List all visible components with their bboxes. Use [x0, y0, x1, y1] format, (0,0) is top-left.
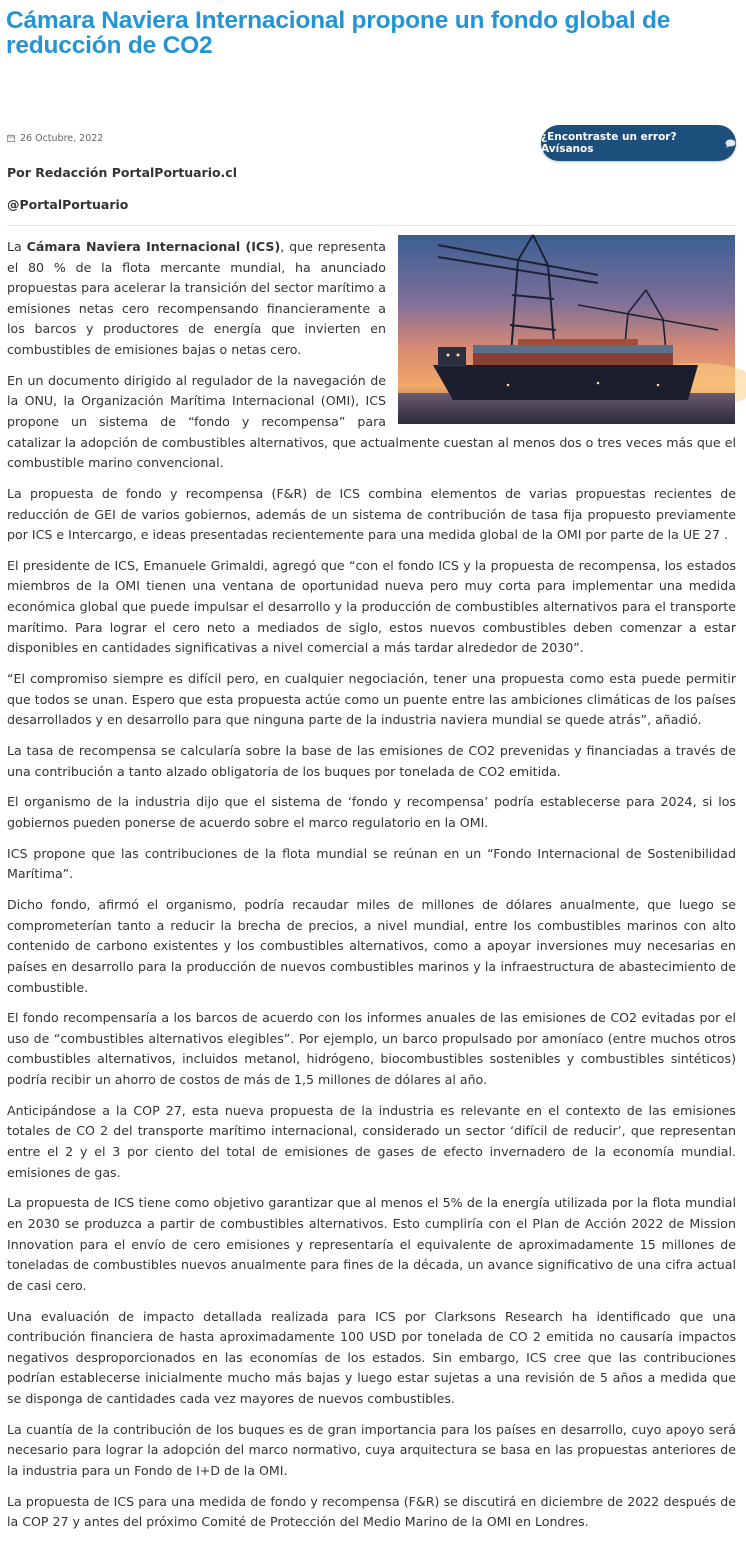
- article-paragraph: El fondo recompensaría a los barcos de acuerdo con los informes anuales de las emisiones de CO2 evitadas por el uso de “combustibles alternativos elegibles”. Por ejemplo, un barco propulsado por amoníaco (entre muchos otros combustibles alternativos, incluidos metanol, hidrógeno, biocombustibles sostenibles y combustibles sintéticos) podría recibir un ahorro de costos de más de 1,5 millones de dólares al año.: [7, 1010, 736, 1088]
- publish-date-text: 26 Octubre, 2022: [20, 132, 104, 144]
- article-paragraph: “El compromiso siempre es difícil pero, en cualquier negociación, tener una propuesta como esta puede permitir que todos se unan. Espero que esta propuesta actúe como un puente entre las ambiciones climáticas de los países desarrollados y en desarrollo para que ninguna parte de la industria naviera mundial se quede atrás”, añadió.: [7, 671, 736, 728]
- article-title: Cámara Naviera Internacional propone un fondo global de reducción de CO2: [6, 7, 671, 59]
- article-paragraph: Dicho fondo, afirmó el organismo, podría recaudar miles de millones de dólares anualmente, que luego se comprometerían tanto a reducir la brecha de precios, a nivel mundial, entre los combustibles marinos con alto contenido de carbono existentes y los combustibles alternativos, como a apoyar inversiones muy necesarias en países en desarrollo para la producción de nuevos combustibles marinos y la infraestructura de abastecimiento de combustible.: [7, 897, 736, 995]
- article-paragraph: Una evaluación de impacto detallada realizada para ICS por Clarksons Research ha identificado que una contribución financiera de hasta aproximadamente 100 USD por tonelada de CO 2 emitida no causaría impactos negativos desproporcionados en las economías de los estados. Sin embargo, ICS cree que las contribuciones podrían establecerse inicialmente mucho más bajas y luego estar sujetas a una revisión de 5 años a medida que se disponga de cantidades cada vez mayores de nuevos combustibles.: [7, 1308, 736, 1406]
- article-paragraph: La propuesta de ICS tiene como objetivo garantizar que al menos el 5% de la energía utilizada por la flota mundial en 2030 se produzca a partir de combustibles alternativos. Esto cumpliría con el Plan de Acción 2022 de Mission Innovation para el envío de cero emisiones y representaría el equivalente de aproximadamente 15 millones de toneladas de combustibles nuevos anualmente para fines de la década, un avance significativo de una cifra actual de casi cero.: [7, 1195, 736, 1293]
- article-paragraph: Anticipándose a la COP 27, esta nueva propuesta de la industria es relevante en el contexto de las emisiones totales de CO 2 del transporte marítimo internacional, considerado un sector ‘difícil de reducir’, que representan entre el 2 y el 3 por ciento del total de emisiones de gases de efecto invernadero de la economía mundial. emisiones de gas.: [7, 1102, 736, 1180]
- paragraph-intro-rest: , que representa el 80 % de la flota mercante mundial, ha anunciado propuestas para acelerar la transición del sector marítimo a emisiones netas cero recompensando financieramente a los barcos y productores de energía que invierten en combustibles de emisiones bajas o netas cero.: [7, 239, 386, 357]
- article-body: [7, 237, 736, 1543]
- organization-name: Cámara Naviera Internacional (ICS): [26, 239, 281, 254]
- report-error-button[interactable]: [541, 125, 736, 161]
- article-paragraph: El presidente de ICS, Emanuele Grimaldi, agregó que “con el fondo ICS y la propuesta de recompensa, los estados miembros de la OMI tienen una ventana de oportunidad nueva pero muy corta para implementar una medida económica global que puede impulsar el desarrollo y la producción de combustibles alternativos para el transporte marítimo. Para lograr el cero neto a mediados de siglo, estos nuevos combustibles deben comenzar a estar disponibles en cantidades significativas a nivel comercial a más tardar alrededor de 2030”.: [7, 557, 736, 656]
- header-divider: [7, 225, 736, 226]
- article-paragraph: La propuesta de ICS para una medida de fondo y recompensa (F&R) se discutirá en diciembre de 2022 después de la COP 27 y antes del próximo Comité de Protección del Medio Marino de la OMI en Londres.: [7, 1493, 736, 1530]
- chat-bubble-icon: [725, 139, 736, 148]
- author-byline: Por Redacción PortalPortuario.cl: [7, 165, 238, 180]
- article-paragraph: La cuantía de la contribución de los buques es de gran importancia para los países en desarrollo, cuyo apoyo será necesario para lograr la adopción del marco normativo, cuya arquitectura se basa en las propuestas anteriores de la industria para un Fondo de I+D de la OMI.: [7, 1421, 736, 1478]
- image-float-spacer: [386, 237, 736, 427]
- article-paragraph: La propuesta de fondo y recompensa (F&R) de ICS combina elementos de varias propuestas recientes de reducción de GEI de varios gobiernos, además de un sistema de contribución de tasa fija propuesto previamente por ICS e Intercargo, e ideas presentadas recientemente para una medida global de la OMI por parte de la UE 27 .: [7, 485, 736, 543]
- calendar-icon: [7, 134, 15, 142]
- article-paragraph: En un documento dirigido al regulador de la navegación de la ONU, la Organización Marítima Internacional (OMI), ICS propone un sistema de “fondo y recompensa” para catalizar la adopción de combustibles alternativos, que actualmente cuestan al menos dos o tres veces más que el combustible marino convencional.: [7, 372, 736, 471]
- report-error-label: ¿Encontraste un error? Avísanos: [541, 131, 677, 155]
- article-paragraph: El organismo de la industria dijo que el sistema de ‘fondo y recompensa’ podría establecerse para 2024, si los gobiernos pueden ponerse de acuerdo sobre el marco regulatorio en la OMI.: [7, 794, 736, 830]
- article-paragraph: La tasa de recompensa se calcularía sobre la base de las emisiones de CO2 prevenidas y financiadas a través de una contribución a tanto alzado obligatoria de los buques por tonelada de CO2 emitida.: [7, 743, 736, 779]
- publish-date: [7, 131, 103, 145]
- author-handle: @PortalPortuario: [7, 197, 129, 212]
- article-paragraph: ICS propone que las contribuciones de la flota mundial se reúnan en un “Fondo Internacional de Sostenibilidad Marítima”.: [7, 845, 736, 882]
- paragraph-intro-prefix: La: [7, 239, 27, 254]
